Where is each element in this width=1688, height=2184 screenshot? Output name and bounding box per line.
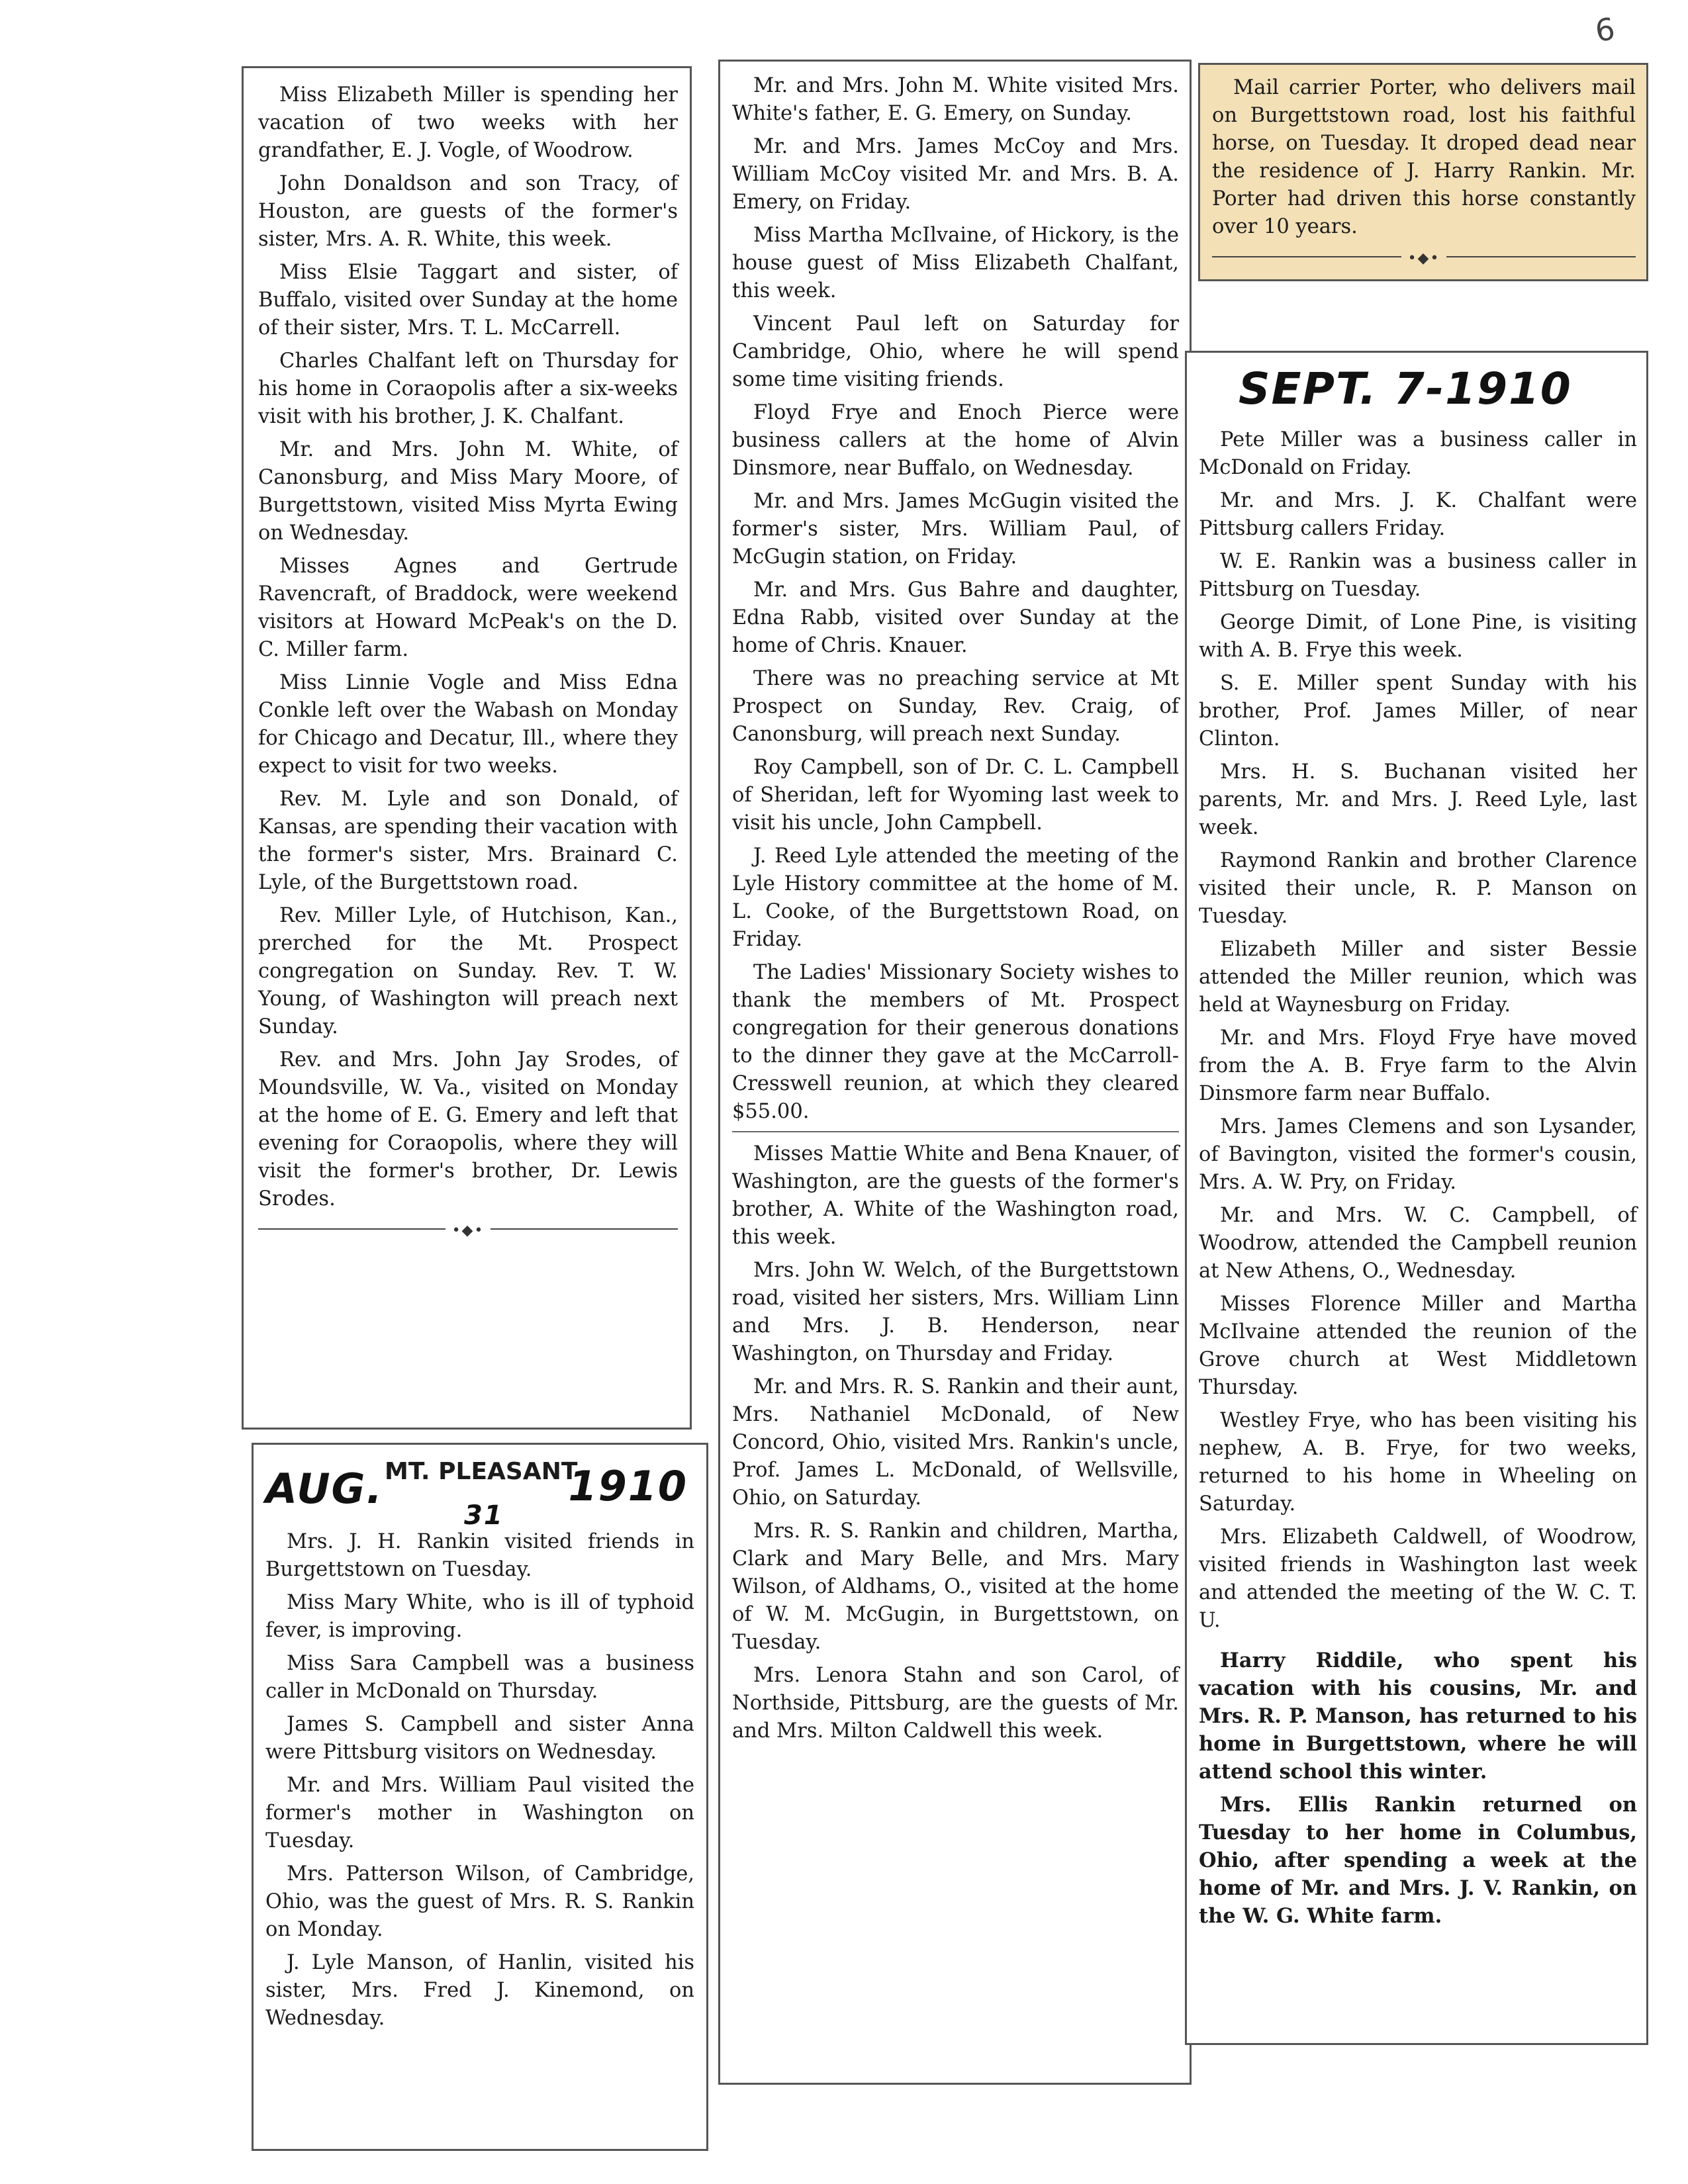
news-item: Mrs. H. S. Buchanan visited her parents, Mr. and Mrs. J. Reed Lyle, last week. <box>1199 760 1637 839</box>
news-item: Mr. and Mrs. W. C. Campbell, of Woodrow, attended the Campbell reunion at New Athens, O., Wednesday. <box>1199 1204 1637 1283</box>
news-item: Mrs. Lenora Stahn and son Carol, of Northside, Pittsburg, are the guests of Mr. and Mrs. Milton Caldwell this week. <box>732 1664 1179 1743</box>
news-item: James S. Campbell and sister Anna were Pittsburg visitors on Wednesday. <box>265 1713 694 1764</box>
news-item: Mrs. Patterson Wilson, of Cambridge, Ohio, was the guest of Mrs. R. S. Rankin on Monday. <box>265 1862 694 1941</box>
news-item: Floyd Frye and Enoch Pierce were business callers at the home of Alvin Dinsmore, near Buffalo, on Wednesday. <box>732 401 1179 480</box>
handwritten-year: 1910 <box>568 1462 688 1510</box>
news-item: Mrs. James Clemens and son Lysander, of Bavington, visited the former's cousin, Mrs. A. W. Pry, on Friday. <box>1199 1115 1637 1194</box>
clipping-sept-7 <box>1185 351 1648 2045</box>
news-item: Rev. and Mrs. John Jay Srodes, of Moundsville, W. Va., visited on Monday at the home of E. G. Emery and left that evening for Coraopolis, where they will visit the former's brother, Dr. Lewis Srodes. <box>258 1048 678 1210</box>
news-item: Miss Mary White, who is ill of typhoid fever, is improving. <box>265 1591 694 1642</box>
news-item: Miss Elizabeth Miller is spending her vacation of two weeks with her grandfather, E. J. Vogle, of Woodrow. <box>258 83 678 162</box>
column-divider <box>732 1131 1179 1132</box>
news-item: George Dimit, of Lone Pine, is visiting with A. B. Frye this week. <box>1199 611 1637 662</box>
news-item: Miss Sara Campbell was a business caller in McDonald on Thursday. <box>265 1652 694 1703</box>
news-item: Mr. and Mrs. William Paul visited the former's mother in Washington on Tuesday. <box>265 1774 694 1852</box>
news-item: Mr. and Mrs. John M. White, of Canonsburg, and Miss Mary Moore, of Burgettstown, visited Miss Myrta Ewing on Wednesday. <box>258 438 678 545</box>
news-item: Mr. and Mrs. James McGugin visited the former's sister, Mrs. William Paul, of McGugin station, on Friday. <box>732 490 1179 569</box>
clipping-mail-carrier <box>1198 63 1648 281</box>
news-item: Mrs. J. H. Rankin visited friends in Burgettstown on Tuesday. <box>265 1530 694 1581</box>
news-item: Charles Chalfant left on Thursday for his home in Coraopolis after a six-weeks visit with his brother, J. K. Chalfant. <box>258 349 678 428</box>
handwritten-day: 31 <box>464 1500 504 1531</box>
handwritten-month: AUG. <box>265 1465 383 1513</box>
news-item: Pete Miller was a business caller in McDonald on Friday. <box>1199 428 1637 479</box>
news-item: Mrs. Ellis Rankin returned on Tuesday to her home in Columbus, Ohio, after spending a week at the home of Mr. and Mrs. J. V. Rankin, on the W. G. White farm. <box>1199 1793 1637 1928</box>
ornament-divider <box>258 1218 678 1239</box>
page-number: 6 <box>1593 11 1617 49</box>
news-item: Misses Florence Miller and Martha McIlvaine attended the reunion of the Grove church at West Middletown Thursday. <box>1199 1293 1637 1399</box>
news-item: Misses Mattie White and Bena Knauer, of Washington, are the guests of the former's brother, A. White of the Washington road, this week. <box>732 1142 1179 1249</box>
news-item: Westley Frye, who has been visiting his nephew, A. B. Frye, for two weeks, returned to his home in Wheeling on Saturday. <box>1199 1409 1637 1516</box>
news-item: Mr. and Mrs. Floyd Frye have moved from the A. B. Frye farm to the Alvin Dinsmore farm near Buffalo. <box>1199 1026 1637 1105</box>
news-item: Miss Martha McIlvaine, of Hickory, is the house guest of Miss Elizabeth Chalfant, this week. <box>732 224 1179 302</box>
news-item: Raymond Rankin and brother Clarence visited their uncle, R. P. Manson on Tuesday. <box>1199 849 1637 928</box>
news-item: Misses Agnes and Gertrude Ravencraft, of Braddock, were weekend visitors at Howard McPeak's on the D. C. Miller farm. <box>258 555 678 661</box>
news-item: Roy Campbell, son of Dr. C. L. Campbell of Sheridan, left for Wyoming last week to visit his uncle, John Campbell. <box>732 756 1179 835</box>
news-item: Rev. M. Lyle and son Donald, of Kansas, are spending their vacation with the former's sister, Mrs. Brainard C. Lyle, of the Burgettstown road. <box>258 788 678 894</box>
news-item: S. E. Miller spent Sunday with his brother, Prof. James Miller, of near Clinton. <box>1199 672 1637 751</box>
news-item: J. Lyle Manson, of Hanlin, visited his sister, Mrs. Fred J. Kinemond, on Wednesday. <box>265 1951 694 2030</box>
news-item: Harry Riddile, who spent his vacation with his cousins, Mr. and Mrs. R. P. Manson, has returned to his home in Burgettstown, where he will attend school this winter. <box>1199 1649 1637 1784</box>
news-item: Mrs. R. S. Rankin and children, Martha, Clark and Mary Belle, and Mrs. Mary Wilson, of Aldhams, O., visited at the home of W. M. McGugin, in Burgettstown, on Tuesday. <box>732 1520 1179 1654</box>
news-item: Elizabeth Miller and sister Bessie attended the Miller reunion, which was held at Waynesburg on Friday. <box>1199 938 1637 1017</box>
handwritten-date: SEPT. 7-1910 <box>1239 363 1572 414</box>
clipping-col2 <box>718 60 1192 2085</box>
news-item: Mail carrier Porter, who delivers mail on Burgettstown road, lost his faithful horse, on Tuesday. It droped dead near the residence of J. Harry Rankin. Mr. Porter had driven this horse constantly over 10 years. <box>1212 76 1636 238</box>
news-item: Miss Elsie Taggart and sister, of Buffalo, visited over Sunday at the home of their sister, Mrs. T. L. McCarrell. <box>258 261 678 340</box>
ornament: •◆• <box>1407 250 1440 267</box>
ornament-divider <box>1212 246 1636 267</box>
news-item: John Donaldson and son Tracy, of Houston, are guests of the former's sister, Mrs. A. R. White, this week. <box>258 172 678 251</box>
clipping-mt-pleasant <box>252 1443 708 2151</box>
news-item: The Ladies' Missionary Society wishes to thank the members of Mt. Prospect congregation for their generous donations to the dinner they gave at the McCarroll-Cresswell reunion, at which they cleared $55.00. <box>732 961 1179 1123</box>
news-item: Mr. and Mrs. John M. White visited Mrs. White's father, E. G. Emery, on Sunday. <box>732 74 1179 125</box>
news-item: Mr. and Mrs. Gus Bahre and daughter, Edna Rabb, visited over Sunday at the home of Chris. Knauer. <box>732 578 1179 657</box>
ornament: •◆• <box>451 1222 485 1239</box>
clipping-header <box>265 1449 694 1531</box>
news-item: Rev. Miller Lyle, of Hutchison, Kan., prerched for the Mt. Prospect congregation on Sunday. Rev. T. W. Young, of Washington will preach next Sunday. <box>258 904 678 1038</box>
clipping-col1-top <box>242 66 692 1430</box>
news-item: J. Reed Lyle attended the meeting of the Lyle History committee at the home of M. L. Cooke, of the Burgettstown Road, on Friday. <box>732 844 1179 951</box>
news-item: There was no preaching service at Mt Prospect on Sunday, Rev. Craig, of Canonsburg, will preach next Sunday. <box>732 667 1179 746</box>
news-item: Vincent Paul left on Saturday for Cambridge, Ohio, where he will spend some time visiting friends. <box>732 312 1179 391</box>
news-item: Mr. and Mrs. James McCoy and Mrs. William McCoy visited Mr. and Mrs. B. A. Emery, on Friday. <box>732 135 1179 214</box>
news-item: Miss Linnie Vogle and Miss Edna Conkle left over the Wabash on Monday for Chicago and Decatur, Ill., where they expect to visit for two weeks. <box>258 671 678 778</box>
news-item: Mrs. John W. Welch, of the Burgettstown road, visited her sisters, Mrs. William Linn and Mrs. J. B. Henderson, near Washington, on Thursday and Friday. <box>732 1259 1179 1365</box>
news-item: Mr. and Mrs. R. S. Rankin and their aunt, Mrs. Nathaniel McDonald, of New Concord, Ohio, visited Mrs. Rankin's uncle, Prof. James L. McDonald, of Wellsville, Ohio, on Saturday. <box>732 1375 1179 1510</box>
news-item: Mrs. Elizabeth Caldwell, of Woodrow, visited friends in Washington last week and attended the meeting of the W. C. T. U. <box>1199 1525 1637 1632</box>
news-item: Mr. and Mrs. J. K. Chalfant were Pittsburg callers Friday. <box>1199 489 1637 540</box>
clipping-title: MT. PLEASANT <box>385 1458 578 1485</box>
news-item: W. E. Rankin was a business caller in Pittsburg on Tuesday. <box>1199 550 1637 601</box>
